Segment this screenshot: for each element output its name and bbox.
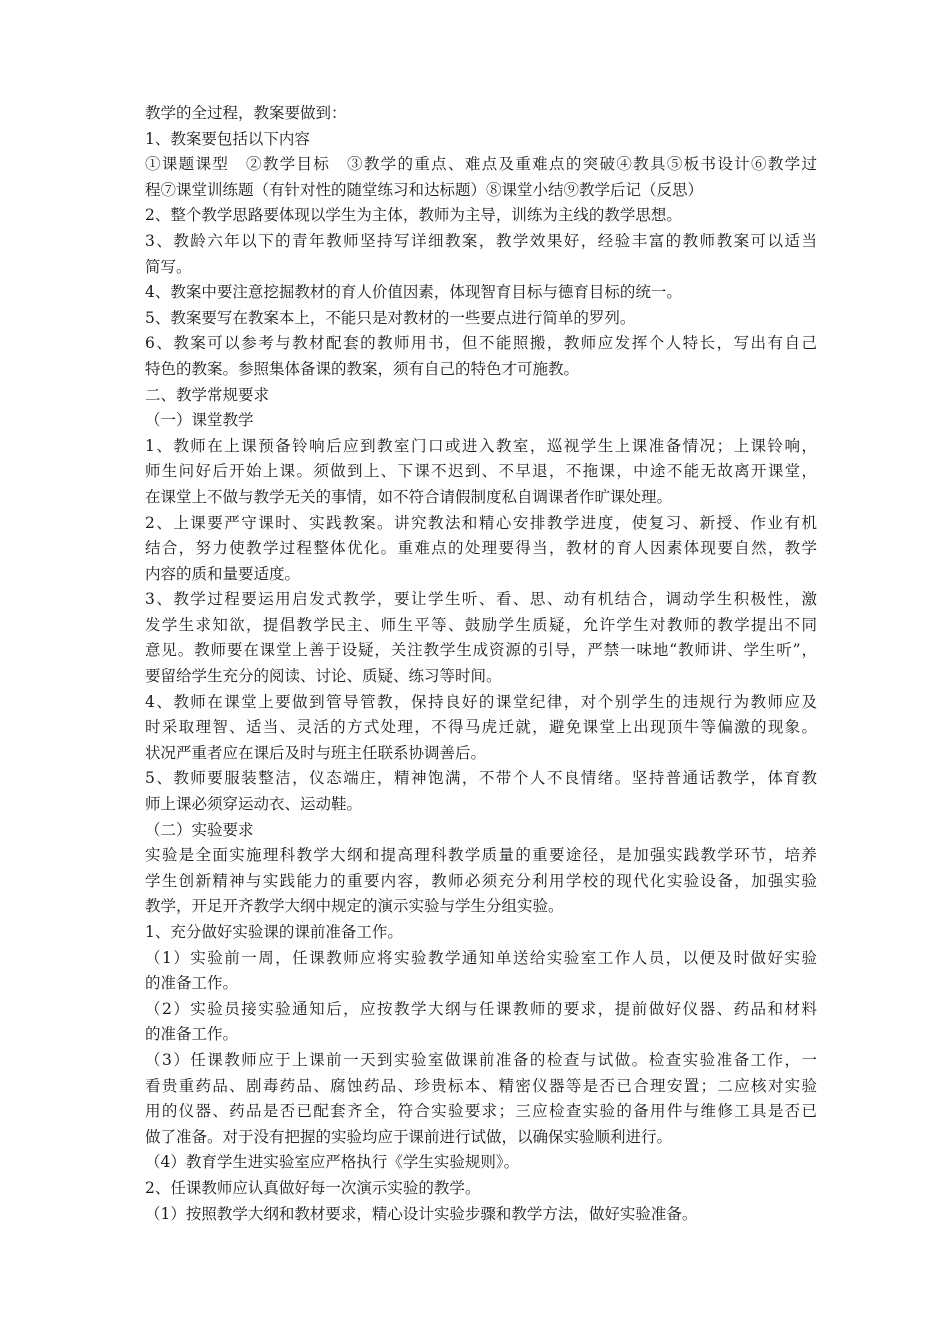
text-line: （1）按照教学大纲和教材要求，精心设计实验步骤和教学方法，做好实验准备。 <box>145 1204 698 1223</box>
text-line: 结合，努力使教学过程整体优化。重难点的处理要得当，教材的育人因素体现要自然，教学 <box>145 539 817 558</box>
text-line: 程⑦课堂训练题（有针对性的随堂练习和达标题）⑧课堂小结⑨教学后记（反思） <box>145 180 704 199</box>
text-line: 1、充分做好实验课的课前准备工作。 <box>145 923 403 941</box>
text-line: （4）教育学生进实验室应严格执行《学生实验规则》。 <box>145 1153 520 1172</box>
text-line: 4、教案中要注意挖掘教材的育人价值因素，体现智育目标与德育目标的统一。 <box>145 283 682 302</box>
text-line: 1、教案要包括以下内容 <box>145 129 310 148</box>
text-line: 2、上课要严守课时、实践教案。讲究教法和精心安排教学进度，使复习、新授、作业有机 <box>145 513 817 532</box>
text-line: （1）实验前一周，任课教师应将实验教学通知单送给实验室工作人员，以便及时做好实验 <box>145 948 817 967</box>
text-line: 要留给学生充分的阅读、讨论、质疑、练习等时间。 <box>145 667 502 686</box>
text-line: 2、任课教师应认真做好每一次演示实验的教学。 <box>145 1178 481 1197</box>
text-line: 的准备工作。 <box>145 974 239 993</box>
text-line: 师上课必须穿运动衣、运动鞋。 <box>145 795 363 814</box>
text-line: 4、教师在课堂上要做到管导管教，保持良好的课堂纪律，对个别学生的违规行为教师应及 <box>145 692 817 711</box>
text-line: 看贵重药品、剧毒药品、腐蚀药品、珍贵标本、精密仪器等是否已合理安置；二应核对实验 <box>145 1076 817 1095</box>
text-line: 教学，开足开齐教学大纲中规定的演示实验与学生分组实验。 <box>145 897 564 916</box>
text-line: （二）实验要求 <box>145 820 254 839</box>
text-line: 3、教龄六年以下的青年教师坚持写详细教案，教学效果好，经验丰富的教师教案可以适当 <box>145 231 817 250</box>
text-line: （2）实验员接实验通知后，应按教学大纲与任课教师的要求，提前做好仪器、药品和材料 <box>145 999 817 1018</box>
text-line: 5、教师要服装整洁，仪态端庄，精神饱满，不带个人不良情绪。坚持普通话教学，体育教 <box>145 769 817 788</box>
text-line: 状况严重者应在课后及时与班主任联系协调善后。 <box>145 743 487 762</box>
text-line: 实验是全面实施理科教学大纲和提高理科教学质量的重要途径，是加强实践教学环节，培养 <box>145 846 817 865</box>
text-line: 做了准备。对于没有把握的实验均应于课前进行试做，以确保实验顺利进行。 <box>145 1127 673 1146</box>
text-line: 2、整个教学思路要体现以学生为主体，教师为主导，训练为主线的教学思想。 <box>145 206 682 225</box>
text-line: 师生问好后开始上课。须做到上、下课不迟到、不早退，不拖课，中途不能无故离开课堂， <box>145 462 817 481</box>
text-line: 教学的全过程，教案要做到： <box>145 104 347 122</box>
text-line: 1、教师在上课预备铃响后应到教室门口或进入教室，巡视学生上课准备情况；上课铃响， <box>145 436 817 455</box>
text-line: 用的仪器、药品是否已配套齐全，符合实验要求；三应检查实验的备用件与维修工具是否已 <box>145 1102 817 1121</box>
text-line: 的准备工作。 <box>145 1025 239 1044</box>
document-body <box>145 101 817 1227</box>
text-line: （一）课堂教学 <box>145 411 254 430</box>
text-line: 在课堂上不做与教学无关的事情，如不符合请假制度私自调课者作旷课处理。 <box>145 487 673 506</box>
text-line: 5、教案要写在教案本上，不能只是对教材的一些要点进行简单的罗列。 <box>145 308 636 327</box>
text-line: 时采取理智、适当、灵活的方式处理，不得马虎迁就，避免课堂上出现顶牛等偏激的现象。 <box>145 718 817 737</box>
text-line: 6、教案可以参考与教材配套的教师用书，但不能照搬，教师应发挥个人特长，写出有自己 <box>145 334 817 353</box>
text-line: 二、教学常规要求 <box>145 385 270 404</box>
text-line: 意见。教师要在课堂上善于设疑，关注教学生成资源的引导，严禁一味地“教师讲、学生听”， <box>145 641 817 660</box>
text-line: 内容的质和量要适度。 <box>145 564 301 583</box>
text-line: 发学生求知欲，提倡教学民主、师生平等、鼓励学生质疑，允许学生对教师的教学提出不同 <box>145 615 817 634</box>
text-line: （3）任课教师应于上课前一天到实验室做课前准备的检查与试做。检查实验准备工作，一 <box>145 1050 817 1069</box>
text-line: 学生创新精神与实践能力的重要内容，教师必须充分利用学校的现代化实验设备，加强实验 <box>145 871 817 890</box>
text-line: ①课题课型 ②教学目标 ③教学的重点、难点及重难点的突破④教具⑤板书设计⑥教学过 <box>145 155 817 174</box>
text-line: 简写。 <box>145 257 192 276</box>
text-line: 特色的教案。参照集体备课的教案，须有自己的特色才可施教。 <box>145 359 580 378</box>
text-line: 3、教学过程要运用启发式教学，要让学生听、看、思、动有机结合，调动学生积极性，激 <box>145 590 817 609</box>
